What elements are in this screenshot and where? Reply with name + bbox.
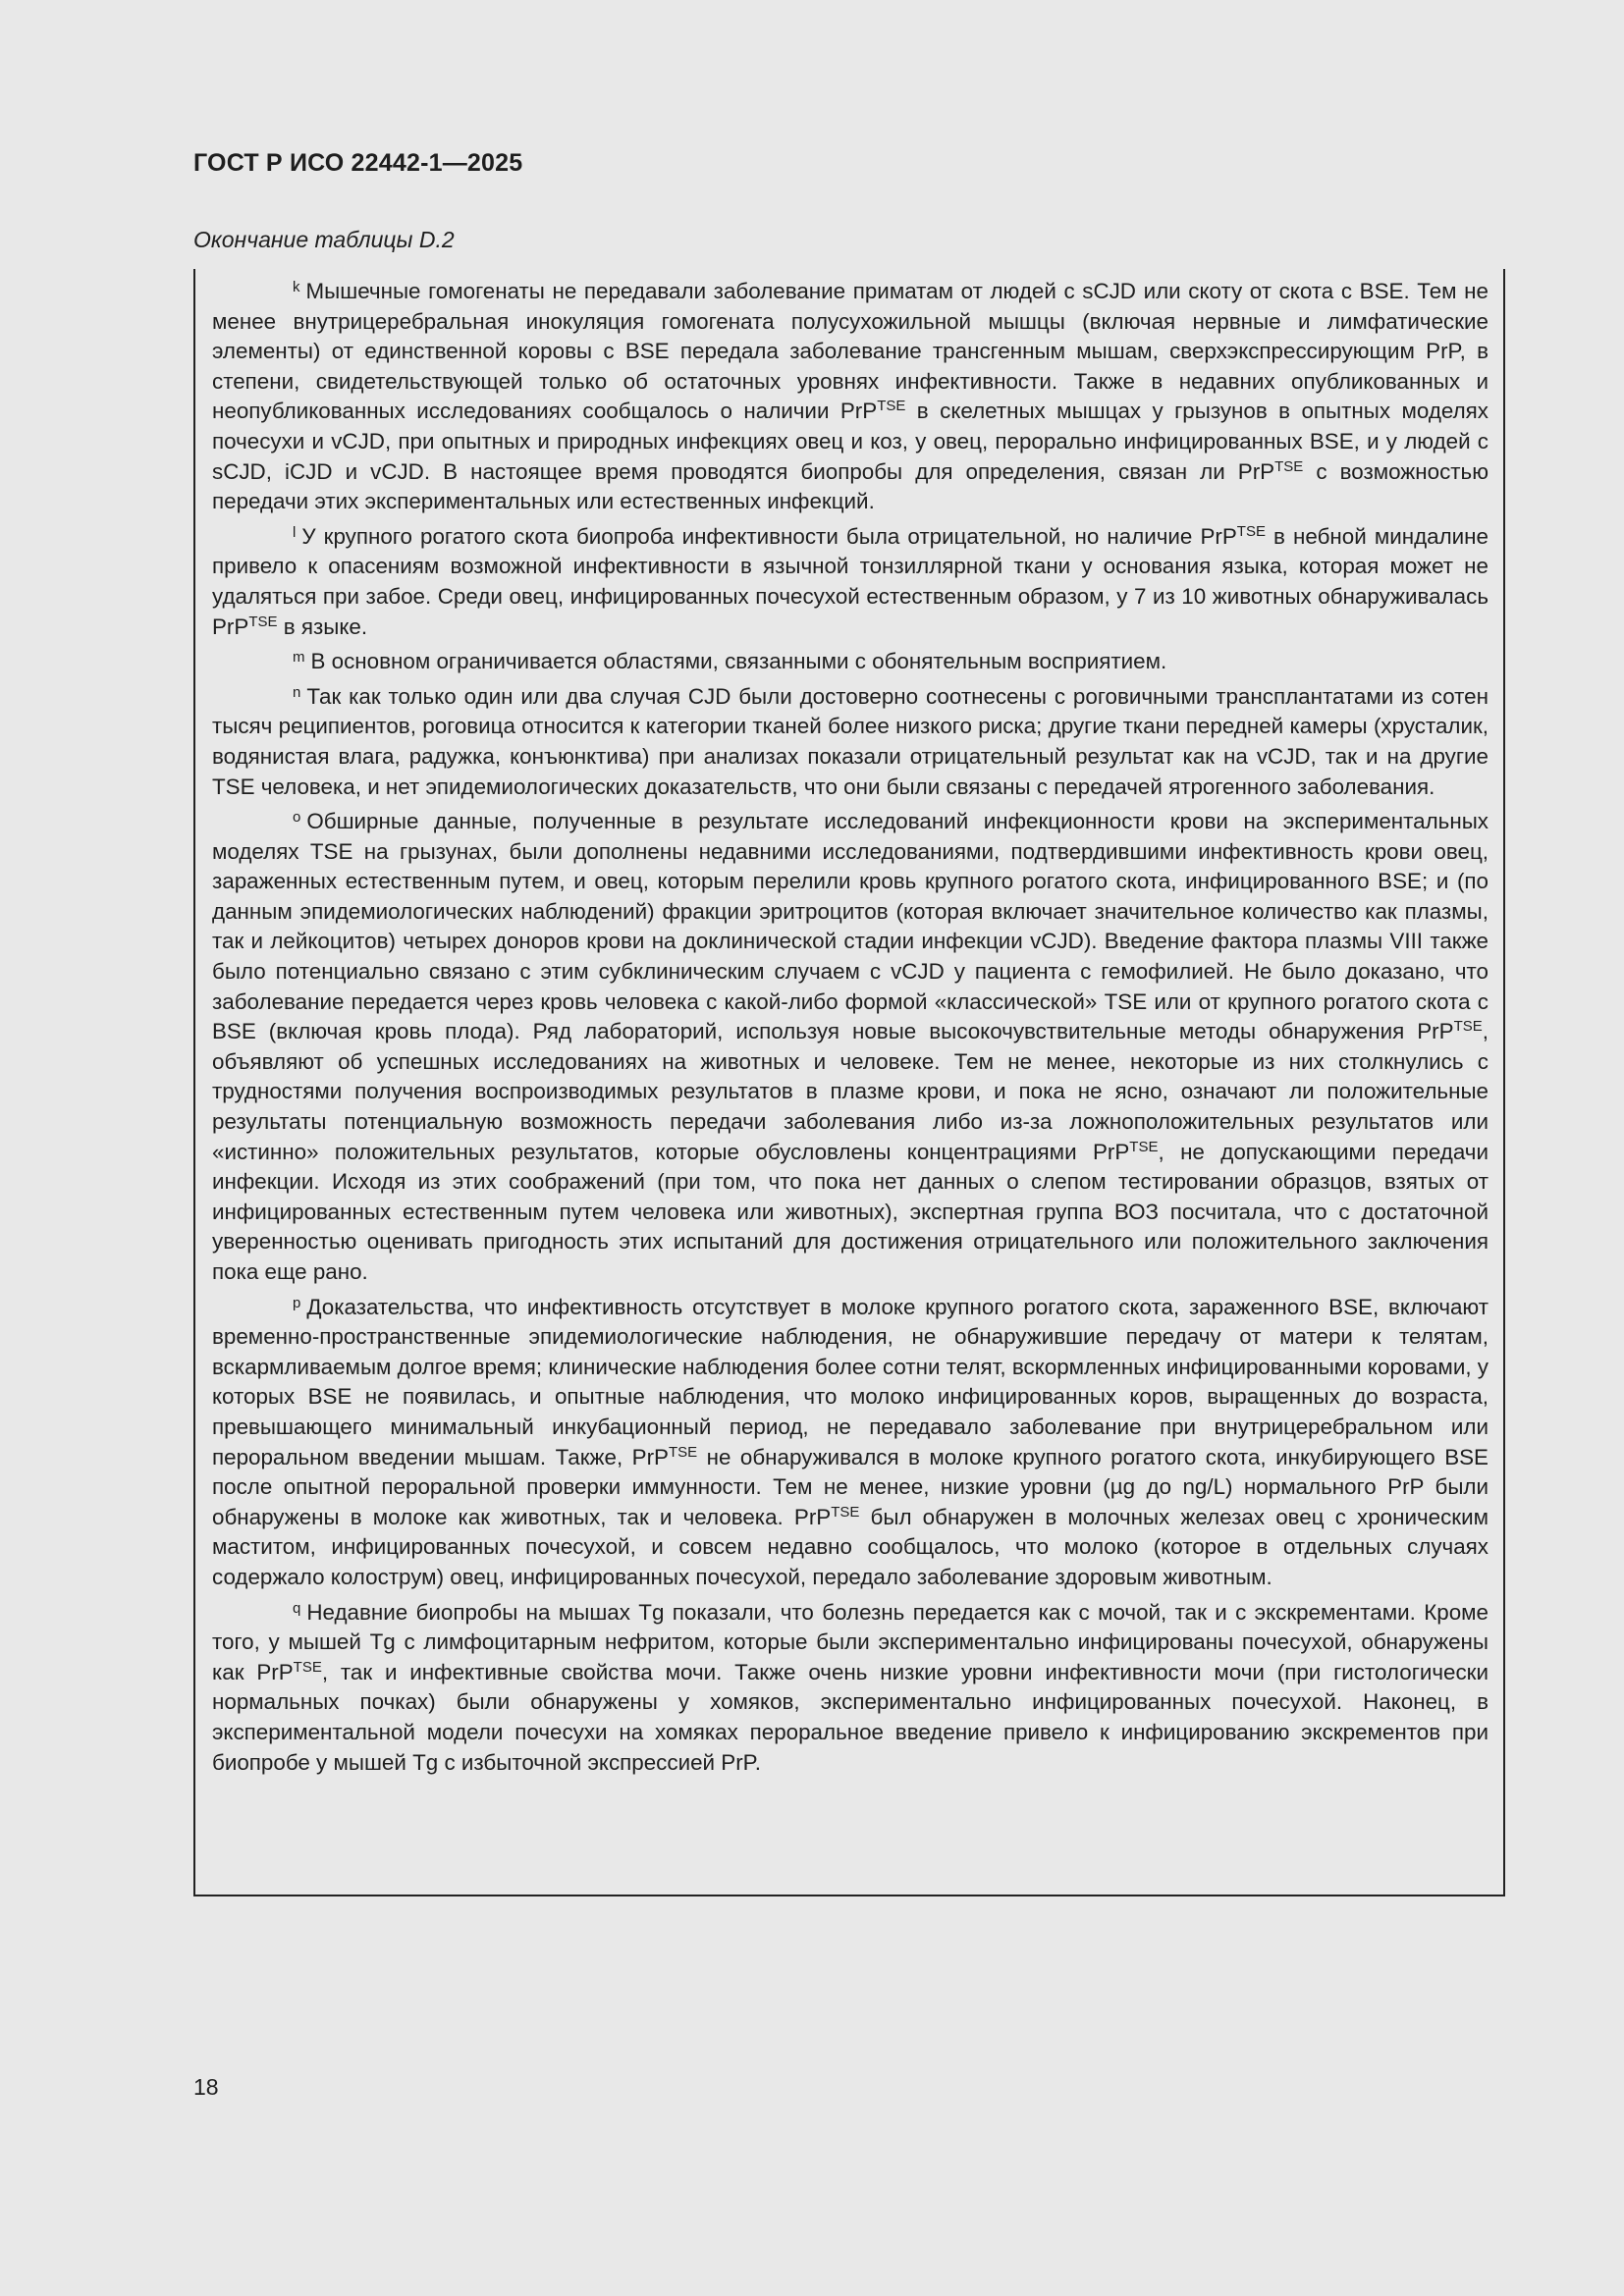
footnote-n (212, 682, 1489, 802)
footnote-text: был обнаружен в молочных железах овец с хроническим маститом, инфицированных почесухой, и совсем недавно сообщалось, что молоко (которое в отдельных случаях содержало колострум) овец, инфицированных почесухой, передало заболевание здоровым животным. (212, 1504, 1489, 1589)
footnote-text: , не допускающими передачи инфекции. Исходя из этих соображений (при том, что пока нет данных о слепом тестировании образцов, взятых от инфицированных естественным путем человека или животных), экспертная группа ВОЗ посчитала, что с достаточной уверенностью оценивать пригодность этих испытаний для достижения отрицательного или положительного заключения пока еще рано. (212, 1139, 1489, 1284)
footnote-text: Так как только один или два случая CJD были достоверно соотнесены с роговичными трансплантатами из сотен тысяч реципиентов, роговица относится к категории тканей более низкого риска; другие ткани передней камеры (хрусталик, водянистая влага, радужка, конъюнктива) при анализах показали отрицательный результат как на vCJD, так и на другие TSE человека, и нет эпидемиологических доказательств, что они были связаны с передачей ятрогенного заболевания. (212, 683, 1489, 799)
table-footnotes-box (193, 269, 1505, 1896)
superscript-tse: TSE (293, 1658, 322, 1676)
footnote-text: В основном ограничивается областями, связанными с обонятельным восприятием. (310, 649, 1167, 674)
footnote-text: в скелетных мышцах у грызунов в опытных моделях почесухи и vCJD, при опытных и природных инфекциях овец и коз, у овец, перорально инфицированных BSE, и у людей с sCJD, iCJD и vCJD. В настоящее время проводятся биопробы для определения, связан ли PrP (212, 399, 1489, 484)
footnote-mark: k (293, 279, 300, 295)
page-number: 18 (193, 2074, 219, 2100)
superscript-tse: TSE (1453, 1018, 1483, 1036)
footnote-text: Недавние биопробы на мышах Tg показали, что болезнь передается как с мочой, так и с экскрементами. Кроме того, у мышей Tg с лимфоцитарным нефритом, которые были экспериментально инфицированы почесухой, обнаружены как PrP (212, 1599, 1489, 1684)
footnote-text: Мышечные гомогенаты не передавали заболевание приматам от людей с sCJD или скоту от скота с BSE. Тем не менее внутрицеребральная инокуляция гомогената полусухожильной мышцы (включая нервные и лимфатические элементы) от единственной коровы с BSE передала заболевание трансгенным мышам, сверхэкспрессирующим PrP, в степени, свидетельствующей только об остаточных уровнях инфективности. Также в недавних опубликованных и неопубликованных исследованиях сообщалось о наличии PrP (212, 279, 1489, 424)
footnote-text: Обширные данные, полученные в результате исследований инфекционности крови на экспериментальных моделях TSE на грызунах, были дополнены недавними исследованиями, подтвердившими инфективность крови овец, зараженных естественным путем, и овец, которым перелили кровь крупного рогатого скота, инфицированного BSE; и (по данным эпидемиологических наблюдений) фракции эритроцитов (которая включает значительное количество как плазмы, так и лейкоцитов) четырех доноров крови на доклинической стадии инфекции vCJD). Введение фактора плазмы VIII также было потенциально связано с этим субклиническим случаем с vCJD у пациента с гемофилией. Не было доказано, что заболевание передается через кровь человека с какой-либо формой «классической» TSE или от крупного рогатого скота с BSE (включая кровь плода). Ряд лабораторий, используя новые высокочувствительные методы обнаружения PrP (212, 809, 1489, 1044)
footnote-text: , объявляют об успешных исследованиях на животных и человеке. Тем не менее, некоторые из них столкнулись с трудностями получения воспроизводимых результатов в плазме крови, и пока не ясно, означают ли положительные результаты потенциальную возможность передачи заболевания либо из-за ложноположительных результатов или «истинно» положительных результатов, которые обусловлены концентрациями PrP (212, 1019, 1489, 1164)
superscript-tse: TSE (668, 1443, 698, 1461)
superscript-tse: TSE (248, 613, 278, 630)
footnote-l (212, 522, 1489, 642)
footnote-k (212, 277, 1489, 517)
footnote-m (212, 647, 1489, 677)
footnote-text: У крупного рогатого скота биопроба инфективности была отрицательной, но наличие PrP (301, 523, 1237, 549)
footnote-q (212, 1598, 1489, 1779)
table-caption: Окончание таблицы D.2 (193, 227, 455, 252)
footnote-text: с возможностью передачи этих экспериментальных или естественных инфекций. (212, 458, 1489, 514)
superscript-tse: TSE (1129, 1138, 1159, 1155)
footnote-mark: n (293, 683, 301, 701)
superscript-tse: TSE (1274, 457, 1304, 475)
footnote-text: , так и инфективные свойства мочи. Также очень низкие уровни инфективности мочи (при гистологически нормальных почках) были обнаружены у хомяков, экспериментально инфицированных почесухой. Наконец, в экспериментальной модели почесухи на хомяках пероральное введение привело к инфицированию экскрементов при биопробе у мышей Tg с избыточной экспрессией PrP. (212, 1659, 1489, 1775)
footnote-text: в небной миндалине привело к опасениям возможной инфективности в язычной тонзиллярной ткани у основания языка, которая может не удаляться при забое. Среди овец, инфицированных почесухой естественным образом, у 7 из 10 животных обнаруживалась PrP (212, 523, 1489, 639)
footnote-mark: p (293, 1294, 301, 1311)
footnote-o (212, 807, 1489, 1288)
superscript-tse: TSE (1236, 522, 1266, 540)
footnote-mark: l (293, 523, 297, 541)
footnote-mark: o (293, 809, 301, 827)
footnote-mark: q (293, 1599, 301, 1617)
footnote-p (212, 1293, 1489, 1593)
footnote-text: Доказательства, что инфективность отсутствует в молоке крупного рогатого скота, зараженного BSE, включают временно-пространственные эпидемиологические наблюдения, не обнаружившие передачу от матери к телятам, вскармливаемым долгое время; клинические наблюдения более сотни телят, вскормленных инфицированными коровами, у которых BSE не появилась, и опытные наблюдения, что молоко инфицированных коров, выращенных до возраста, превышающего минимальный инкубационный период, не передавало заболевание при внутрицеребральном или пероральном введении мышам. Также, PrP (212, 1294, 1489, 1469)
footnote-text: в языке. (277, 614, 368, 639)
superscript-tse: TSE (877, 398, 906, 415)
document-header: ГОСТ Р ИСО 22442-1—2025 (193, 149, 523, 177)
footnote-mark: m (293, 649, 305, 667)
superscript-tse: TSE (831, 1503, 860, 1521)
footnote-text: не обнаруживался в молоке крупного рогатого скота, инкубирующего BSE после опытной пероральной проверки иммунности. Тем не менее, низкие уровни (µg до ng/L) нормального PrP были обнаружены в молоке как животных, так и человека. PrP (212, 1444, 1489, 1529)
